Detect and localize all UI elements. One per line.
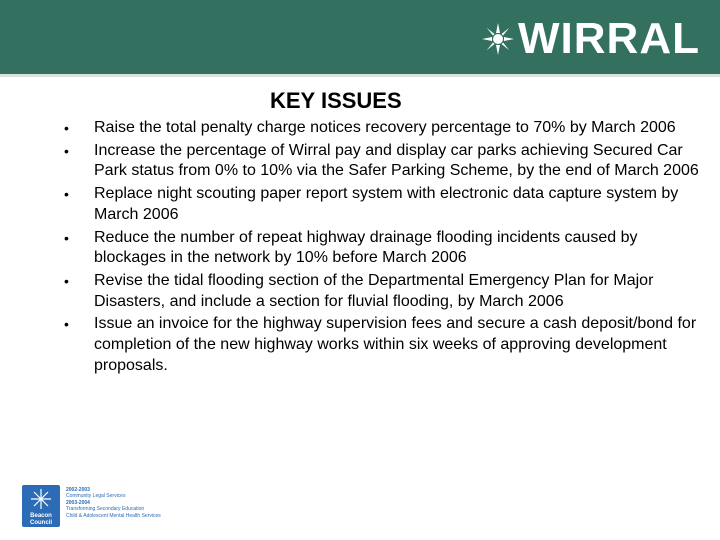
list-item xyxy=(0,118,720,139)
list-item xyxy=(0,314,720,376)
starburst-icon xyxy=(482,23,514,55)
beacon-star-icon xyxy=(26,487,56,511)
award-text: Transforming Secondary Education xyxy=(66,506,145,513)
beacon-label: Beacon Council xyxy=(30,513,52,526)
bullet-icon: • xyxy=(64,120,69,136)
list-item xyxy=(0,228,720,269)
award-text: Community Legal Services xyxy=(66,493,126,500)
bullet-icon: • xyxy=(64,186,69,203)
bullet-text: Reduce the number of repeat highway drainage flooding incidents caused by blockages in the network by 10% before March 2006 xyxy=(94,228,638,267)
beacon-council-badge xyxy=(22,485,222,529)
list-item xyxy=(0,271,720,312)
award-year: 2003-2004 xyxy=(66,499,90,506)
list-item xyxy=(0,141,720,182)
list-item xyxy=(0,184,720,225)
bullet-icon: • xyxy=(64,272,69,289)
award-text: Child & Adolescent Mental Health Services xyxy=(66,512,161,519)
wirral-logo xyxy=(482,14,700,64)
award-year: 2002-2003 xyxy=(66,487,90,493)
slide-title: KEY ISSUES xyxy=(270,88,402,113)
beacon-logo xyxy=(22,485,60,527)
header-band xyxy=(0,0,720,74)
bullet-text: Replace night scouting paper report system with electronic data capture system by March 2006 xyxy=(94,185,679,223)
bullet-icon: • xyxy=(64,316,69,333)
logo-text: WIRRAL xyxy=(518,14,700,63)
key-issues-list xyxy=(0,118,720,378)
header-divider xyxy=(0,74,720,77)
bullet-text: Increase the percentage of Wirral pay and display car parks achieving Secured Car Park status from 0% to 10% via the Safer Parking Scheme, by the end of March 2006 xyxy=(94,141,699,180)
bullet-icon: • xyxy=(64,142,69,159)
bullet-text: Issue an invoice for the highway supervision fees and secure a cash deposit/bond for completion of the new highway works within six weeks of approving development proposals. xyxy=(94,315,697,374)
bullet-text: Raise the total penalty charge notices recovery percentage to 70% by March 2006 xyxy=(94,119,676,136)
bullet-icon: • xyxy=(64,229,69,246)
bullet-text: Revise the tidal flooding section of the Departmental Emergency Plan for Major Disasters, and include a section for fluvial flooding, by March 2006 xyxy=(94,271,654,310)
beacon-awards xyxy=(66,487,161,519)
